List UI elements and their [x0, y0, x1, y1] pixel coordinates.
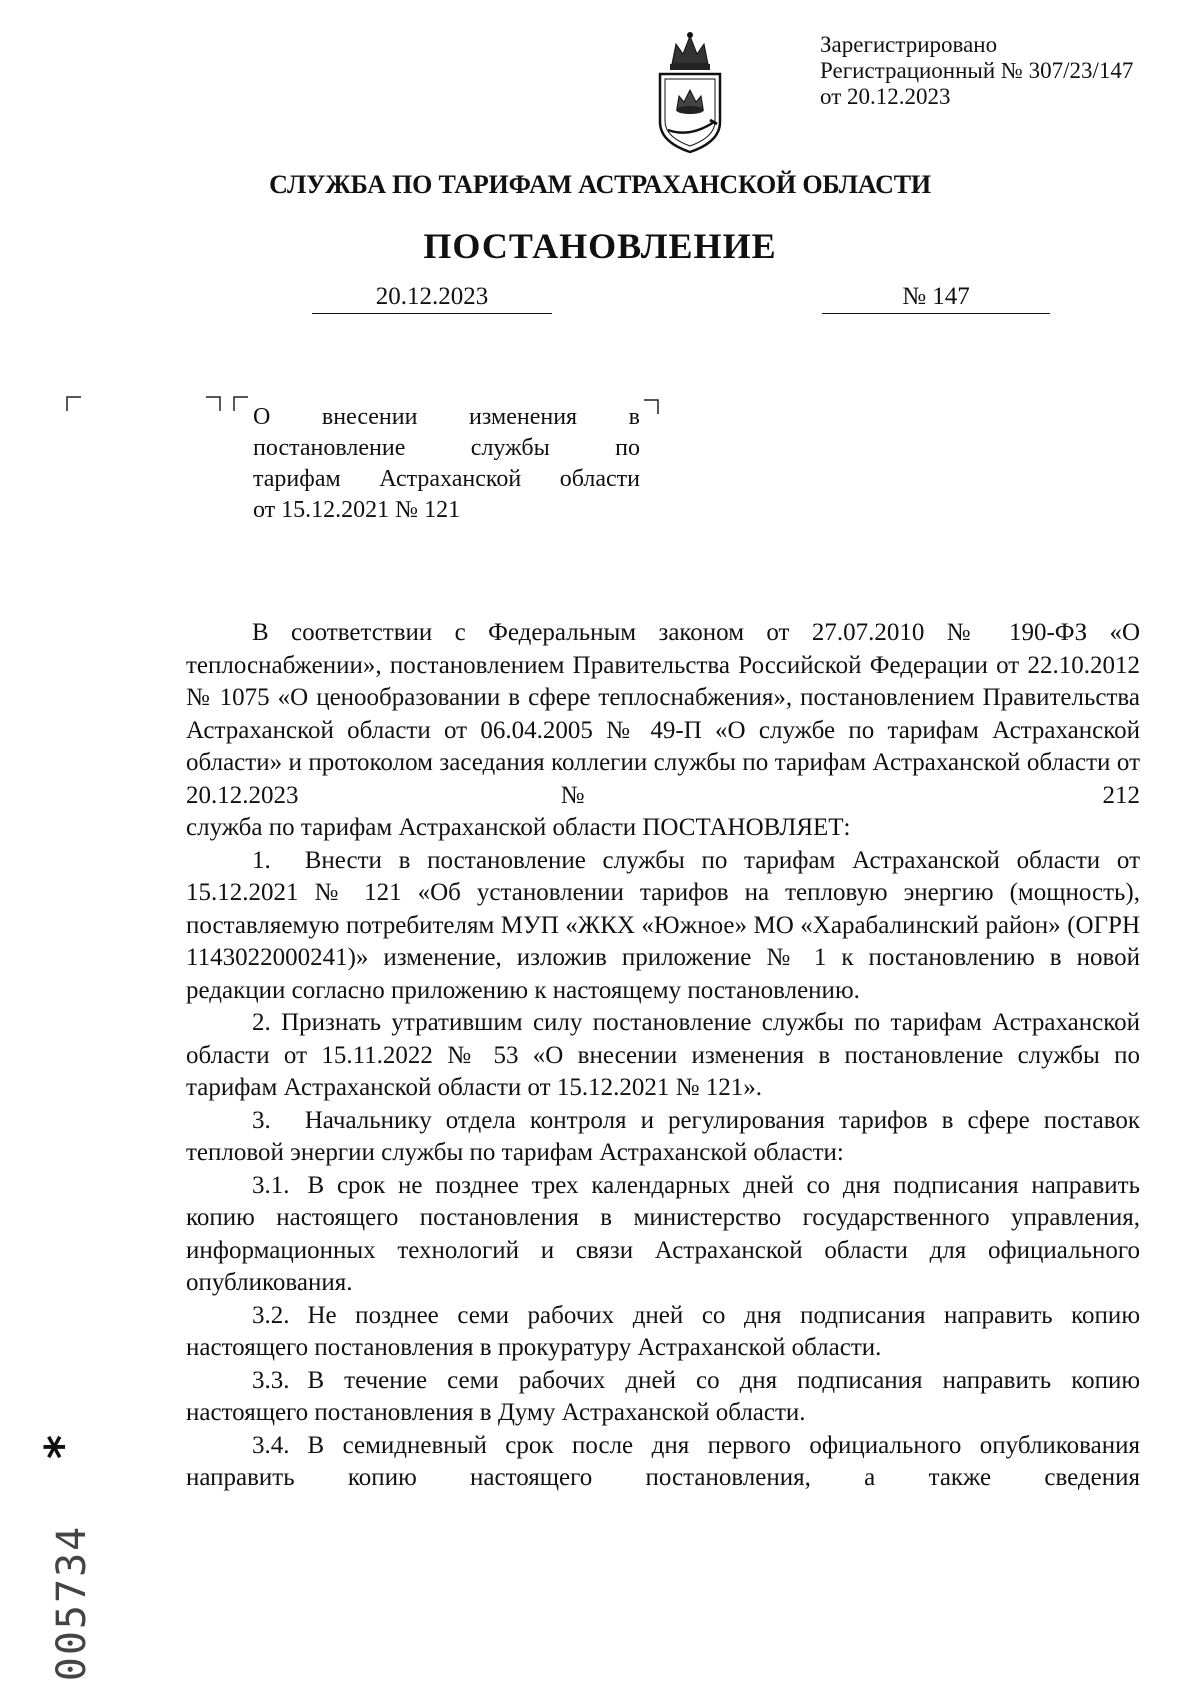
clause-2: 2. Признать утратившим силу постановление службы по тарифам Астраханской области от 15.11.2022 № 53 «О внесении изменения в постановление службы по тарифам Астраханской области от 15.12.2021 № 121». [186, 1009, 1140, 1101]
clause-3-2 [186, 1300, 1140, 1365]
document-subject [253, 402, 640, 526]
clause-3 [186, 1105, 1140, 1170]
clause-number: 3.2. [252, 1301, 290, 1329]
registration-number: Регистрационный № 307/23/147 [820, 58, 1134, 83]
subject-line: тарифам Астраханской области [253, 466, 640, 492]
clause-number: 3.1. [252, 1171, 290, 1199]
coat-of-arms-emblem [650, 30, 730, 158]
clause-1 [186, 845, 1140, 1008]
registration-date: от 20.12.2023 [820, 84, 951, 109]
clause-3-1 [186, 1170, 1140, 1300]
subject-line: от 15.12.2021 № 121 [253, 497, 461, 523]
clause-number: 3.4. [252, 1431, 290, 1459]
clause-number: 1. [252, 846, 271, 874]
archive-stamp [35, 1420, 100, 1682]
subject-line: постановление службы по [253, 435, 640, 461]
registration-label: Зарегистрировано [820, 32, 998, 57]
stamp-code: 005734 [49, 1524, 95, 1682]
registration-block [820, 32, 1133, 110]
clause-number: 3.3. [252, 1366, 290, 1394]
clause-text: В течение семи рабочих дней со дня подписания направить копию настоящего постановления в Думу Астраханской области. [186, 1366, 1140, 1426]
subject-line: О внесении изменения в [253, 404, 640, 430]
stamp-mark: * [35, 1434, 90, 1460]
preamble-paragraph: В соответствии с Федеральным законом от 27.07.2010 № 190-ФЗ «О теплоснабжении», постановлением Правительства Российской Федерации от 22.10.2012 № 1075 «О ценообразовании в сфере теплоснабжения», постановлением Правительства Астраханской области от 06.04.2005 № 49-П «О службе по тарифам Астраханской области» и протоколом заседания коллегии службы по тарифам Астраханской области от 20.12.2023 № 212 [186, 619, 1140, 809]
clause-text: В семидневный срок после дня первого официального опубликования направить копию настоящего постановления, а также сведения [186, 1431, 1140, 1491]
clause-number: 3. [252, 1106, 271, 1134]
clause-3-3 [186, 1365, 1140, 1430]
clause-text: Внести в постановление службы по тарифам Астраханской области от 15.12.2021 № 121 «Об установлении тарифов на тепловую энергию (мощность), поставляемую потребителям МУП «ЖКХ «Южное» МО «Харабалинский район» (ОГРН 1143022000241)» изменение, изложив приложение № 1 к постановлению в новой редакции согласно приложению к настоящему постановлению. [186, 846, 1140, 1004]
corner-bracket-right-top [205, 392, 221, 418]
document-date: 20.12.2023 [312, 283, 552, 314]
preamble-resolution: служба по тарифам Астраханской области ПОСТАНОВЛЯЕТ: [186, 814, 851, 841]
clause-3-4 [186, 1430, 1140, 1495]
corner-bracket-subject-end [643, 395, 659, 421]
corner-bracket-left-top [233, 392, 249, 418]
clause-text: Не позднее семи рабочих дней со дня подписания направить копию настоящего постановления в прокуратуру Астраханской области. [186, 1301, 1140, 1361]
clause-text: Начальнику отдела контроля и регулирования тарифов в сфере поставок тепловой энергии службы по тарифам Астраханской области: [186, 1106, 1140, 1166]
clause-text: В срок не позднее трех календарных дней со дня подписания направить копию настоящего постановления в министерство государственного управления, информационных технологий и связи Астраханской области для официального опубликования. [186, 1171, 1140, 1296]
document-number: № 147 [822, 283, 1050, 314]
document-title: ПОСТАНОВЛЕНИЕ [423, 226, 777, 266]
corner-bracket-far-left [66, 392, 82, 418]
document-body [186, 617, 1140, 1495]
agency-name: СЛУЖБА ПО ТАРИФАМ АСТРАХАНСКОЙ ОБЛАСТИ [269, 170, 931, 199]
